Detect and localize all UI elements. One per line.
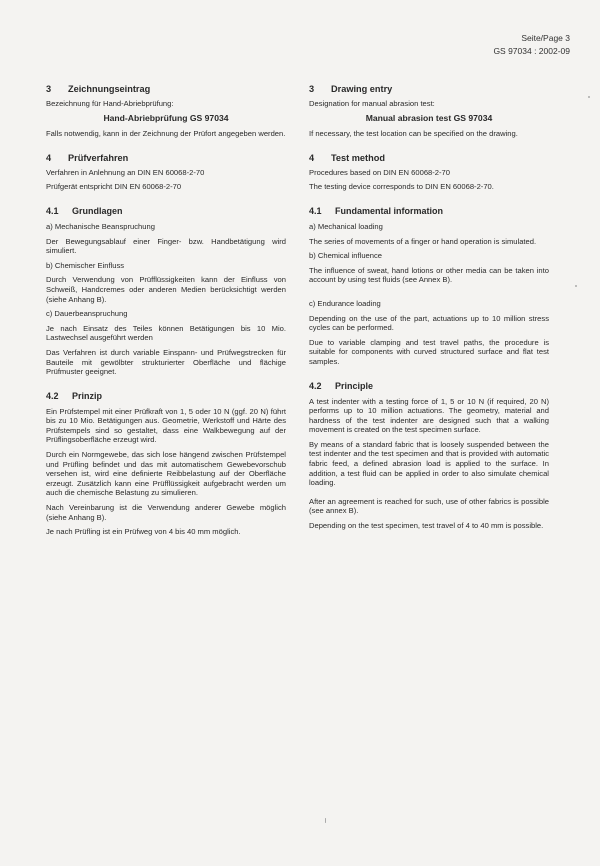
principle-p1-en: A test indenter with a testing force of 1, 5 or 10 N (if required, 20 N) performs up to 10 million actuations. The geometry, material and hardness of the test indenter are designed such that a walking movement is created on the test specimen surface.	[309, 396, 549, 435]
item-b-text-de: Durch Verwendung von Prüfflüssigkeiten kann der Einfluss von Schweiß, Handcremes oder anderen Medien berücksichtigt werden (siehe Anhang B).	[46, 275, 286, 304]
item-b-label-en: b) Chemical influence	[309, 251, 383, 261]
item-b-label-de: b) Chemischer Einfluss	[46, 260, 125, 270]
english-column	[309, 84, 549, 536]
scan-speck	[588, 96, 590, 98]
item-b-text-en: The influence of sweat, hand lotions or other media can be taken into account by using test fluids (see Annex B).	[309, 265, 549, 285]
section-3-text-de: Bezeichnung für Hand-Abriebprüfung:	[46, 99, 174, 108]
designation-de: Hand-Abriebprüfung GS 97034	[103, 112, 229, 123]
section-3-note-en: If necessary, the test location can be specified on the drawing.	[309, 129, 518, 139]
principle-p4-en: Depending on the test specimen, test travel of 4 to 40 mm is possible.	[309, 521, 544, 531]
section-3-heading-en: 3 Drawing entry	[309, 84, 393, 94]
item-a-label-en: a) Mechanical loading	[309, 221, 383, 231]
principle-p3-de: Nach Vereinbarung ist die Verwendung anderer Gewebe möglich (siehe Anhang B).	[46, 503, 286, 522]
principle-p4-de: Je nach Prüfling ist ein Prüfweg von 4 bis 40 mm möglich.	[46, 527, 241, 537]
section-3-heading-de: 3 Zeichnungseintrag	[46, 84, 151, 94]
page-number: Seite/Page 3	[521, 33, 570, 43]
section-4-text2-en: The testing device corresponds to DIN EN 60068-2-70.	[309, 182, 494, 192]
section-4-text1-en: Procedures based on DIN EN 60068-2-70	[309, 167, 450, 177]
section-4-2-heading-de: 4.2 Prinzip	[46, 390, 103, 401]
scan-speck	[575, 285, 577, 287]
item-a-label-de: a) Mechanische Beanspruchung	[46, 221, 155, 231]
scan-speck	[325, 818, 326, 823]
item-c-text2-de: Das Verfahren ist durch variable Einspann- und Prüfwegstrecken für Bauteile mit gewölbter strukturierter Oberfläche und flächige Prüfmuster geeignet.	[46, 347, 286, 377]
german-column	[46, 84, 286, 542]
item-c-text1-en: Depending on the use of the part, actuations up to 10 million stress cycles can be performed.	[309, 313, 549, 333]
section-4-heading-de: 4 Prüfverfahren	[46, 152, 129, 163]
section-4-2-heading-en: 4.2 Principle	[309, 380, 374, 391]
section-4-1-heading-en: 4.1 Fundamental information	[309, 205, 443, 216]
section-4-1-heading-de: 4.1 Grundlagen	[46, 205, 123, 216]
item-a-text-de: Der Bewegungsablauf einer Finger- bzw. Handbetätigung wird simuliert.	[46, 236, 286, 256]
principle-p2-en: By means of a standard fabric that is loosely suspended between the test indenter and the test specimen and that is provided with automatic fabric feed, a defined abrasion load is applied to the surface. In addition, a test fluid can be applied in order to also simulate chemical loading.	[309, 439, 549, 488]
section-4-heading-en: 4 Test method	[309, 152, 385, 163]
item-c-label-de: c) Dauerbeanspruchung	[46, 309, 128, 319]
section-3-text-en: Designation for manual abrasion test:	[309, 99, 435, 108]
item-c-text2-en: Due to variable clamping and test travel paths, the procedure is suitable for components with curved structured surface and flat test samples.	[309, 337, 549, 366]
item-c-text1-de: Je nach Einsatz des Teiles können Betätigungen bis 10 Mio. Lastwechsel ausgeführt werden	[46, 323, 286, 343]
page-header	[493, 32, 570, 58]
principle-p2-de: Durch ein Normgewebe, das sich lose hängend zwischen Prüfstempel und Prüfling befindet und das mit automatischem Gewebevorschub versehen ist, wird eine definierte Reibbelastung auf der Oberfläche erzeugt. Zusätzlich kann eine Prüfflüssigkeit aufgebracht werden um auch die chemische Belastung zu simulieren.	[46, 450, 286, 498]
section-4-text2-de: Prüfgerät entspricht DIN EN 60068-2-70	[46, 182, 182, 192]
designation-en: Manual abrasion test GS 97034	[365, 112, 493, 123]
item-c-label-en: c) Endurance loading	[309, 298, 381, 308]
principle-p1-de: Ein Prüfstempel mit einer Prüfkraft von 1, 5 oder 10 N (ggf. 20 N) führt bis zu 10 Mio. Betätigungen aus. Geometrie, Werkstoff und Härte des Prüfstempels sind so gestaltet, dass eine Walkbewegung auf der Prüflingsoberfläche erzeugt wird.	[46, 406, 286, 445]
section-4-text1-de: Verfahren in Anlehnung an DIN EN 60068-2-70	[46, 167, 205, 177]
document-id: GS 97034 : 2002-09	[493, 46, 570, 56]
principle-p3-en: After an agreement is reached for such, use of other fabrics is possible (see annex B).	[309, 496, 549, 516]
item-a-text-en: The series of movements of a finger or hand operation is simulated.	[309, 236, 537, 246]
section-3-note-de: Falls notwendig, kann in der Zeichnung der Prüfort angegeben werden.	[46, 129, 286, 139]
